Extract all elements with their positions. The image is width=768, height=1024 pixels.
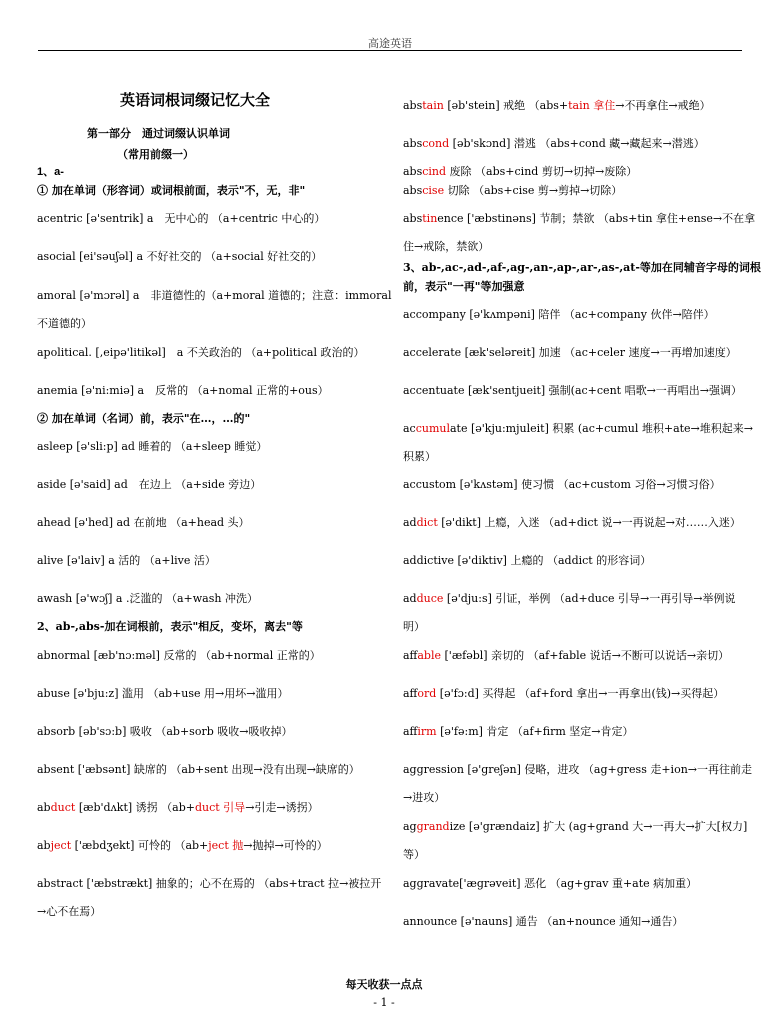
entry-amoral-cont: 不道德的） [37,317,92,330]
entry-alive: alive [ə'laiv] a 活的 （a+live 活） [37,554,216,567]
entry-aggression: aggression [ə'greʃən] 侵略，进攻 （ag+gress 走+ion→一再往前走 [403,763,752,776]
entry-accentuate: accentuate [æk'sentjueit] 强制(ac+cent 唱歌→一再唱出→强调） [403,384,743,397]
subsection-heading: ② 加在单词（名词）前，表示"在…，…的" [37,412,251,425]
page-footer: 每天收获一点点 [345,978,423,991]
entry-apolitical: apolitical. [,eipə'litikəl] a 不关政治的 （a+political 政治的） [37,346,365,359]
part-subtitle: （常用前缀一） [117,148,194,161]
entry-abstinence-cont: 住→戒除，禁欲） [403,240,490,253]
entry-accumulate-cont: 积累） [403,450,436,463]
entry-awash: awash [ə'wɔʃ] a .泛滥的 （a+wash 冲洗） [37,592,258,605]
page-number: - 1 - [373,996,395,1009]
entry-asocial: asocial [ei'səuʃəl] a 不好社交的 （a+social 好社交的） [37,250,323,263]
entry-abnormal: abnormal [æb'nɔ:məl] 反常的 （ab+normal 正常的） [37,649,321,662]
entry-accelerate: accelerate [æk'seləreit] 加速 （ac+celer 速度→一再增加速度） [403,346,737,359]
section-heading: 1、a- [37,166,64,178]
entry-absorb: absorb [əb'sɔ:b] 吸收 （ab+sorb 吸收→吸收掉） [37,725,293,738]
entry-abstain: abstain [əb'stein] 戒绝 （abs+tain 拿住→不再拿住→戒绝） [403,99,711,112]
entry-aggrandize: aggrandize [ə'grændaiz] 扩大 (ag+grand 大→一再大→扩大[权力] [403,820,748,833]
entry-abstract: abstract ['æbstrækt] 抽象的；心不在焉的 （abs+tract 拉→被拉开 [37,877,382,890]
header-rule [38,50,742,51]
entry-absent: absent ['æbsənt] 缺席的 （ab+sent 出现→没有出现→缺席的） [37,763,360,776]
page-header: 高途英语 [368,37,412,50]
entry-abject: abject ['æbdʒekt] 可怜的 （ab+ject 抛→抛掉→可怜的） [37,839,328,852]
entry-aggravate: aggravate['ægrəveit] 恶化 （ag+grav 重+ate 病加重） [403,877,698,890]
entry-accustom: accustom [ə'kʌstəm] 使习惯 （ac+custom 习俗→习惯习俗） [403,478,721,491]
entry-addict: addict [ə'dikt] 上瘾，入迷 （ad+dict 说→一再说起→对……入迷） [403,516,741,529]
entry-aggrandize-cont: 等） [403,848,425,861]
entry-asleep: asleep [ə'sli:p] ad 睡着的 （a+sleep 睡觉） [37,440,268,453]
entry-anemia: anemia [ə'ni:miə] a 反常的 （a+nomal 正常的+ous） [37,384,329,397]
entry-abduct: abduct [æb'dʌkt] 诱拐 （ab+duct 引导→引走→诱拐） [37,801,319,814]
entry-abscond: abscond [əb'skɔnd] 潜逃 （abs+cond 藏→藏起来→潜逃） [403,137,705,150]
entry-accumulate: accumulate [ə'kju:mjuleit] 积累 (ac+cumul 堆积+ate→堆积起来→ [403,422,753,435]
entry-acentric: acentric [ə'sentrik] a 无中心的 （a+centric 中心的） [37,212,326,225]
entry-abscind: abscind 废除 （abs+cind 剪切→切掉→废除） [403,165,638,178]
entry-abstract-cont: →心不在焉） [37,905,102,918]
section-heading: 3、ab-,ac-,ad-,af-,ag-,an-,ap-,ar-,as-,at-等加在同辅音字母的词根 [403,261,761,274]
entry-aggression-cont: →进攻） [403,791,446,804]
entry-abstinence: abstinence ['æbstinəns] 节制；禁欲 （abs+tin 拿住+ense→不在拿 [403,212,756,225]
entry-afford: afford [ə'fɔ:d] 买得起 （af+ford 拿出→一再拿出(钱)→买得起） [403,687,725,700]
entry-affirm: affirm [ə'fə:m] 肯定 （af+firm 坚定→肯定） [403,725,634,738]
entry-accompany: accompany [ə'kʌmpəni] 陪伴 （ac+company 伙伴→陪伴） [403,308,715,321]
document-title: 英语词根词缀记忆大全 [119,91,270,109]
entry-ahead: ahead [ə'hed] ad 在前地 （a+head 头） [37,516,250,529]
entry-affable: affable ['æfəbl] 亲切的 （af+fable 说话→不断可以说话→亲切） [403,649,730,662]
entry-adduce-cont: 明） [403,620,425,633]
entry-abscise: abscise 切除 （abs+cise 剪→剪掉→切除） [403,184,623,197]
entry-announce: announce [ə'nauns] 通告 （an+nounce 通知→通告） [403,915,684,928]
section-heading: 2、ab-,abs-加在词根前，表示"相反，变坏，离去"等 [37,620,303,633]
entry-amoral: amoral [ə'mɔrəl] a 非道德性的（a+moral 道德的；注意：immoral [37,289,392,302]
section-heading-cont: 前，表示"一再"等加强意 [403,280,525,293]
subsection-heading: ① 加在单词（形容词）或词根前面，表示"不，无，非" [37,184,306,197]
entry-addictive: addictive [ə'diktiv] 上瘾的 （addict 的形容词） [403,554,652,567]
entry-adduce: adduce [ə'dju:s] 引证，举例 （ad+duce 引导→一再引导→举例说 [403,592,736,605]
part-title: 第一部分 通过词缀认识单词 [87,127,230,140]
entry-abuse: abuse [ə'bju:z] 滥用 （ab+use 用→用坏→滥用） [37,687,289,700]
entry-aside: aside [ə'said] ad 在边上 （a+side 旁边） [37,478,262,491]
